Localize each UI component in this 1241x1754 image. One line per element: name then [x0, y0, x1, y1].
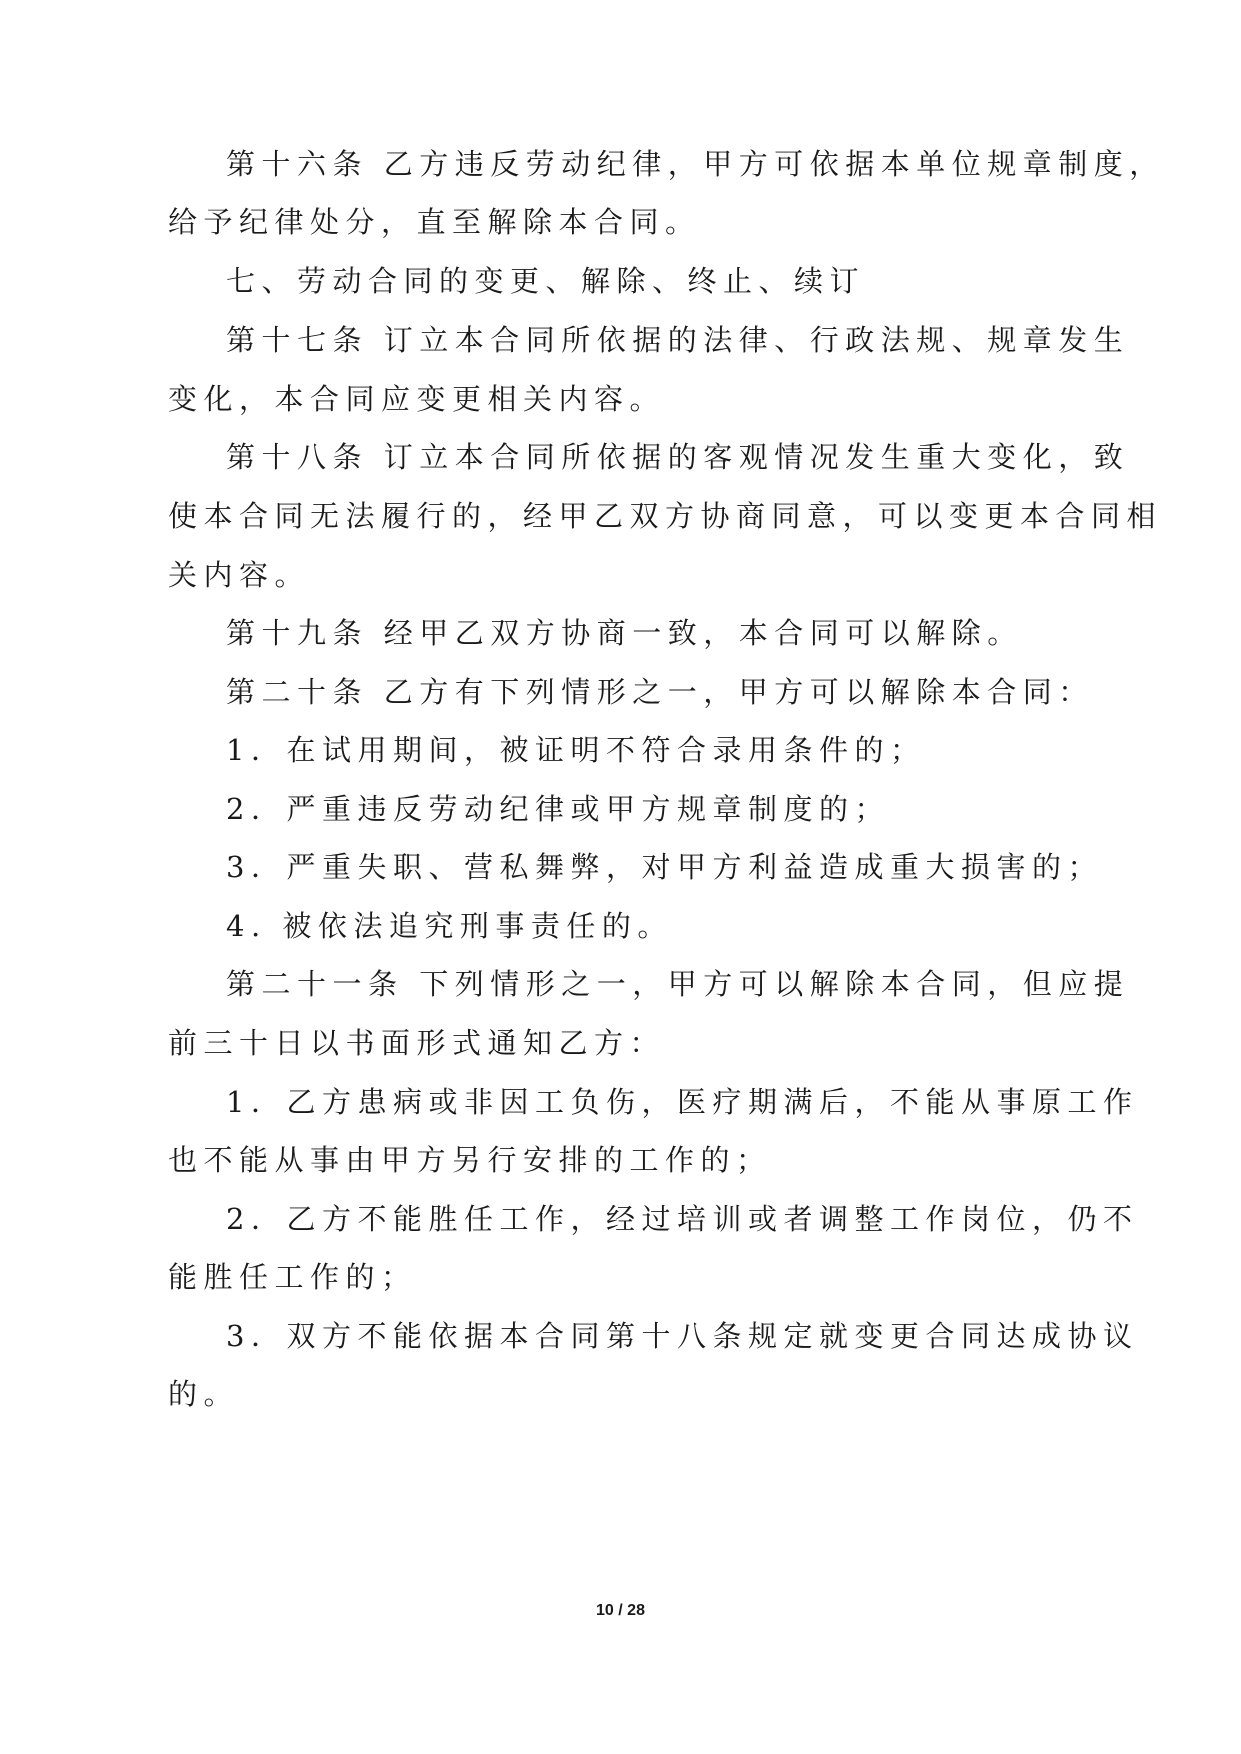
text-line: 的。 [168, 1377, 240, 1411]
text-line: 使本合同无法履行的，经甲乙双方协商同意，可以变更本合同相 [168, 499, 1163, 533]
list-item: 3．双方不能依据本合同第十八条规定就变更合同达成协议 [226, 1319, 1139, 1353]
text-line: 也不能从事由甲方另行安排的工作的； [168, 1143, 772, 1177]
list-item: 4. 被依法追究刑事责任的。 [226, 909, 673, 943]
text-line: 第十六条 乙方违反劳动纪律，甲方可依据本单位规章制度， [226, 147, 1165, 181]
list-item: 2．严重违反劳动纪律或甲方规章制度的； [226, 792, 890, 826]
text-line: 变化，本合同应变更相关内容。 [168, 382, 666, 416]
text-line: 前三十日以书面形式通知乙方： [168, 1026, 666, 1060]
list-item: 3．严重失职、营私舞弊，对甲方利益造成重大损害的； [226, 850, 1103, 884]
text-line: 给予纪律处分，直至解除本合同。 [168, 205, 701, 239]
list-item: 2．乙方不能胜任工作，经过培训或者调整工作岗位，仍不 [226, 1202, 1139, 1236]
section-heading: 七、劳动合同的变更、解除、终止、续订 [226, 264, 866, 298]
list-item: 1．在试用期间，被证明不符合录用条件的； [226, 733, 926, 767]
text-line: 能胜任工作的； [168, 1260, 417, 1294]
text-line: 第二十条 乙方有下列情形之一，甲方可以解除本合同： [226, 675, 1094, 709]
text-line: 第十九条 经甲乙双方协商一致，本合同可以解除。 [226, 616, 1023, 650]
page-number: 10 / 28 [596, 1602, 645, 1619]
text-line: 第十七条 订立本合同所依据的法律、行政法规、规章发生 [226, 323, 1130, 357]
text-line: 第十八条 订立本合同所依据的客观情况发生重大变化，致 [226, 440, 1130, 474]
text-line: 关内容。 [168, 558, 311, 592]
list-item: 1．乙方患病或非因工负伤，医疗期满后，不能从事原工作 [226, 1085, 1139, 1119]
text-line: 第二十一条 下列情形之一，甲方可以解除本合同，但应提 [226, 967, 1130, 1001]
